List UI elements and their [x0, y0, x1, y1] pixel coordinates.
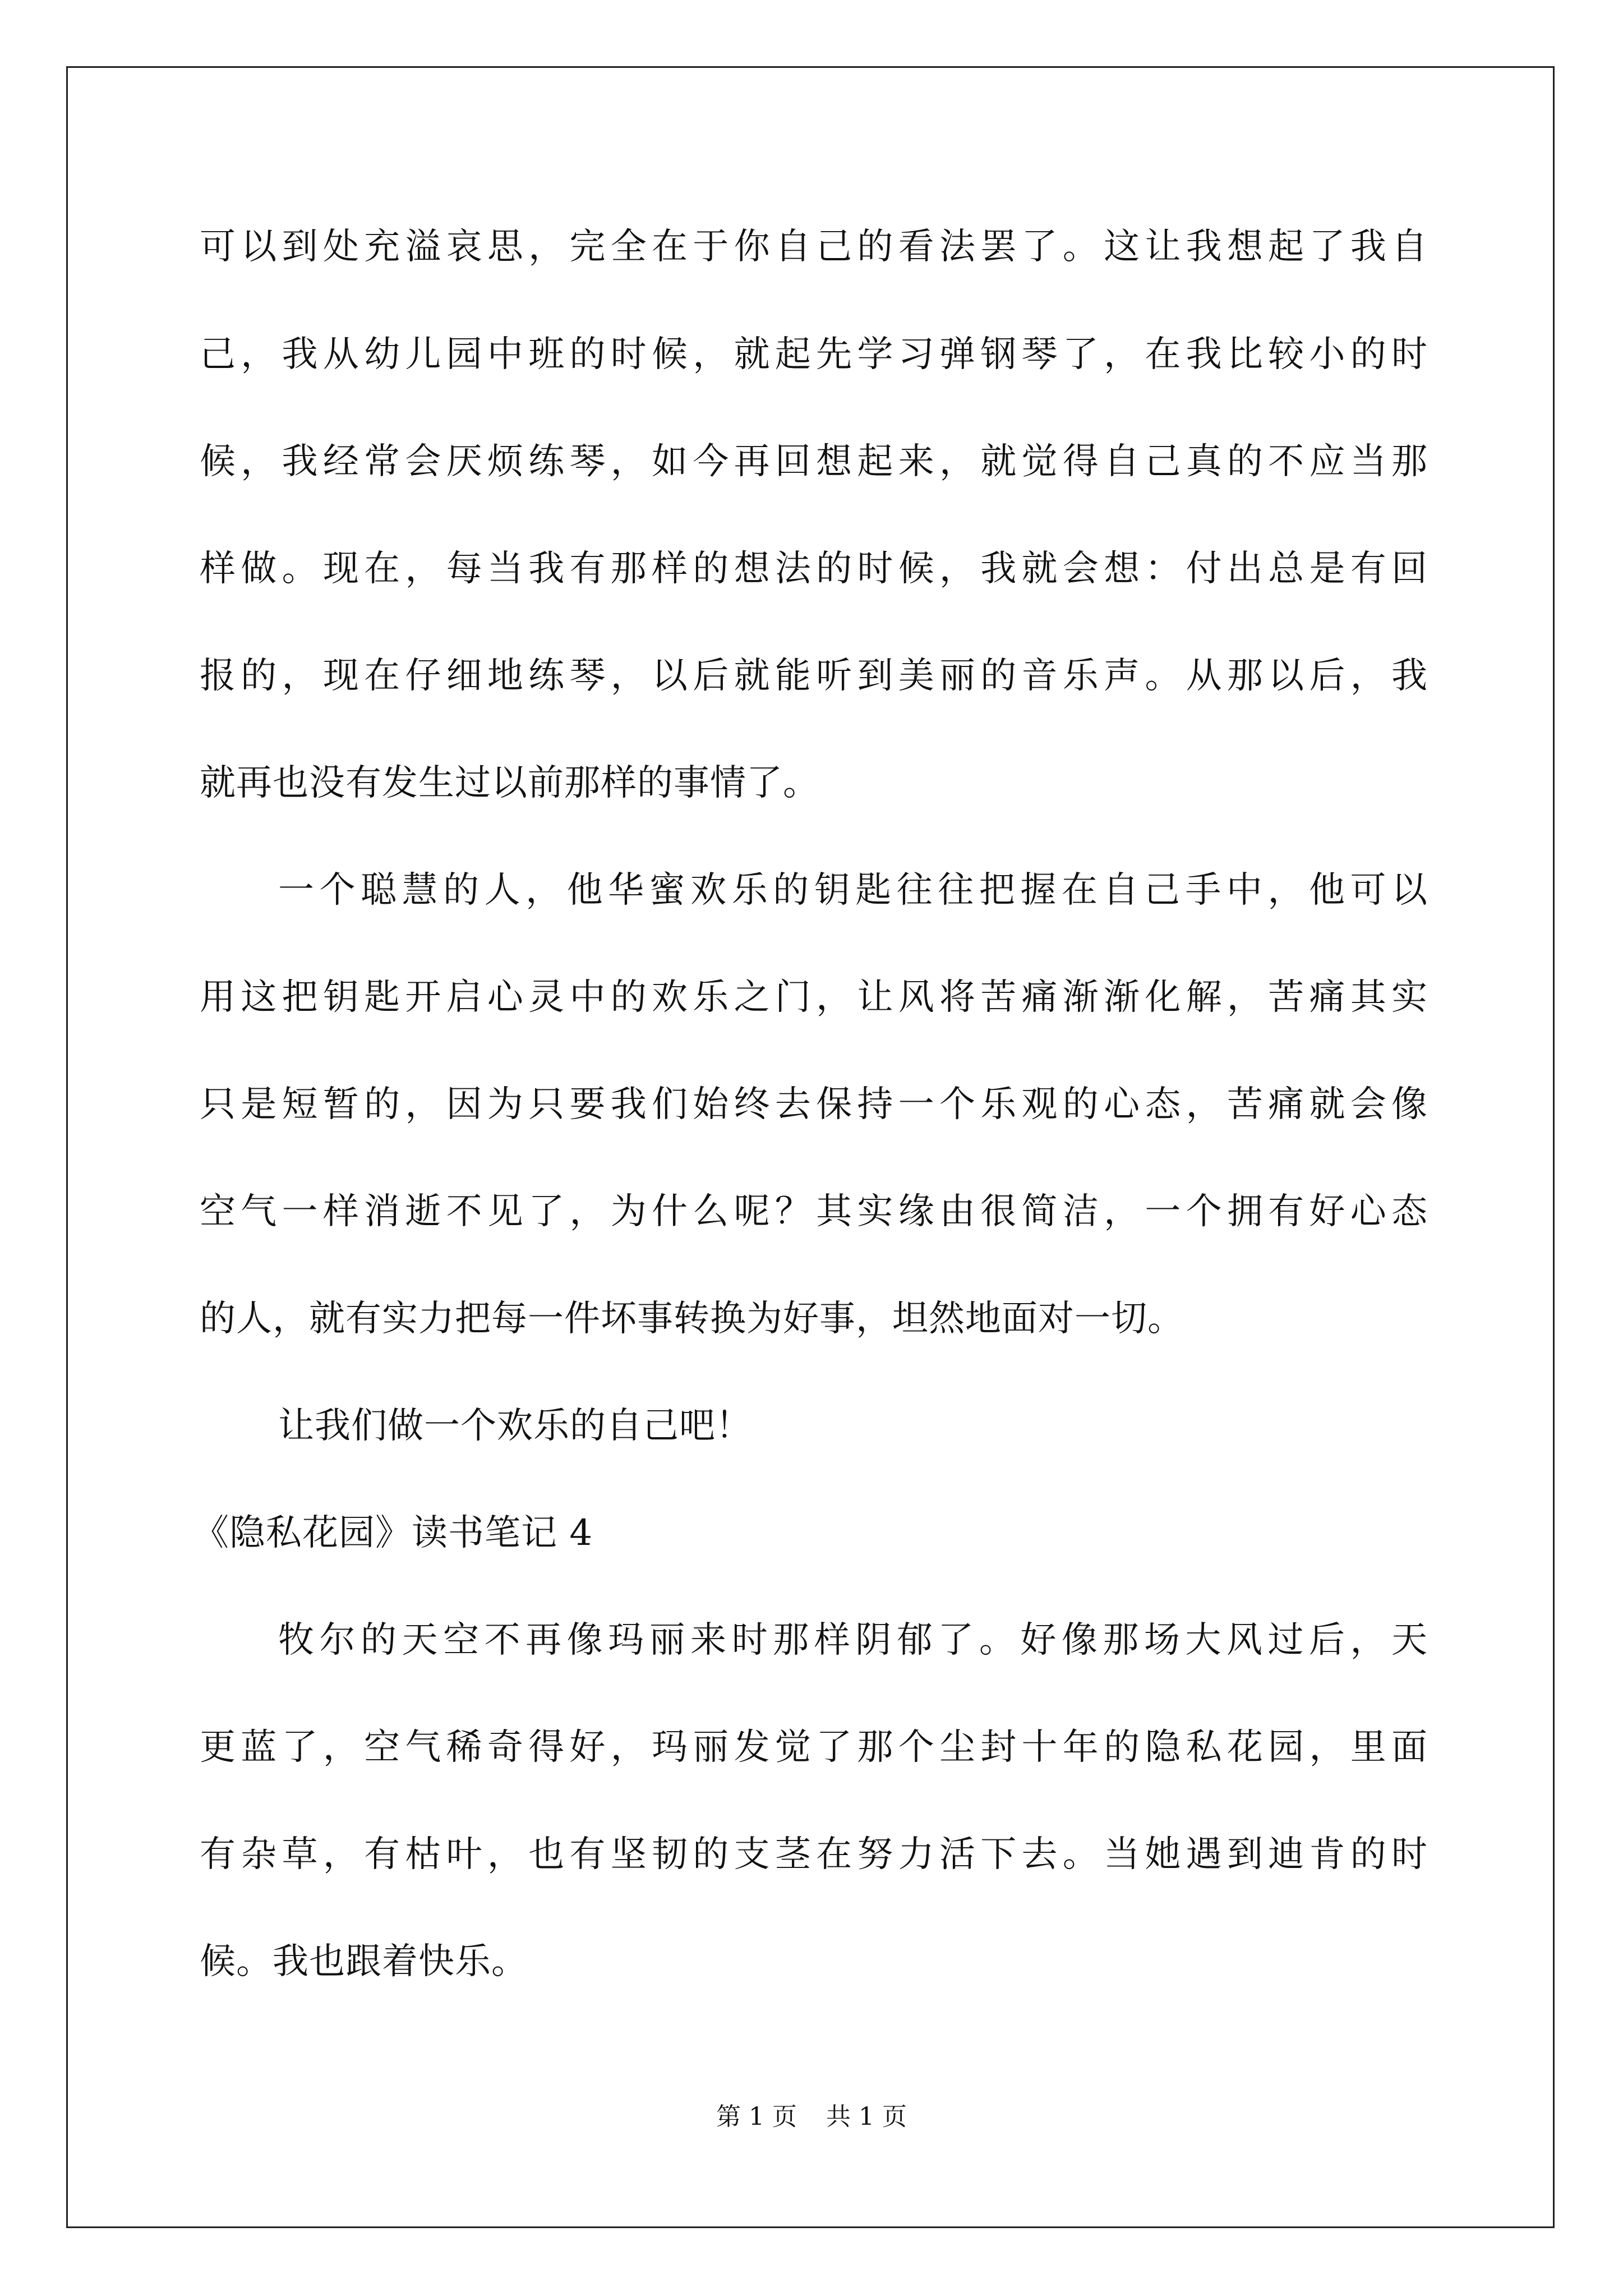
- paragraph-first-line: 一个聪慧的人，他华蜜欢乐的钥匙往往把握在自己手中，他可以: [278, 869, 1428, 911]
- paragraph-first-line: 牧尔的天空不再像玛丽来时那样阴郁了。好像那场大风过后，天: [278, 1619, 1428, 1661]
- text-line: 样做。现在，每当我有那样的想法的时候，我就会想：付出总是有回: [200, 548, 1428, 590]
- text-line: 候。我也跟着快乐。: [200, 1941, 528, 1982]
- section-heading: 《隐私花园》读书笔记 4: [193, 1512, 593, 1554]
- text-line: 用这把钥匙开启心灵中的欢乐之门，让风将苦痛渐渐化解，苦痛其实: [200, 977, 1428, 1018]
- text-line: 空气一样消逝不见了，为什么呢？其实缘由很简洁，一个拥有好心态: [200, 1191, 1428, 1232]
- page-footer: [0, 2102, 1623, 2131]
- page-border: [66, 66, 1555, 2228]
- text-line: 己，我从幼儿园中班的时候，就起先学习弹钢琴了，在我比较小的时: [200, 334, 1428, 375]
- text-line: 更蓝了，空气稀奇得好，玛丽发觉了那个尘封十年的隐私花园，里面: [200, 1727, 1428, 1768]
- text-line: 就再也没有发生过以前那样的事情了。: [200, 762, 819, 804]
- text-line: 只是短暂的，因为只要我们始终去保持一个乐观的心态，苦痛就会像: [200, 1084, 1428, 1125]
- text-line: 候，我经常会厌烦练琴，如今再回想起来，就觉得自己真的不应当那: [200, 441, 1428, 482]
- text-line: 报的，现在仔细地练琴，以后就能听到美丽的音乐声。从那以后，我: [200, 655, 1428, 697]
- text-line: 的人，就有实力把每一件坏事转换为好事，坦然地面对一切。: [200, 1298, 1184, 1340]
- text-line: 有杂草，有枯叶，也有坚韧的支茎在努力活下去。当她遇到迪肯的时: [200, 1834, 1428, 1875]
- page-total: 共 1 页: [826, 2102, 907, 2131]
- text-line: 可以到处充溢哀思，完全在于你自己的看法罢了。这让我想起了我自: [200, 226, 1428, 268]
- paragraph-first-line: 让我们做一个欢乐的自己吧！: [278, 1405, 752, 1447]
- page-number: 第 1 页: [716, 2102, 797, 2131]
